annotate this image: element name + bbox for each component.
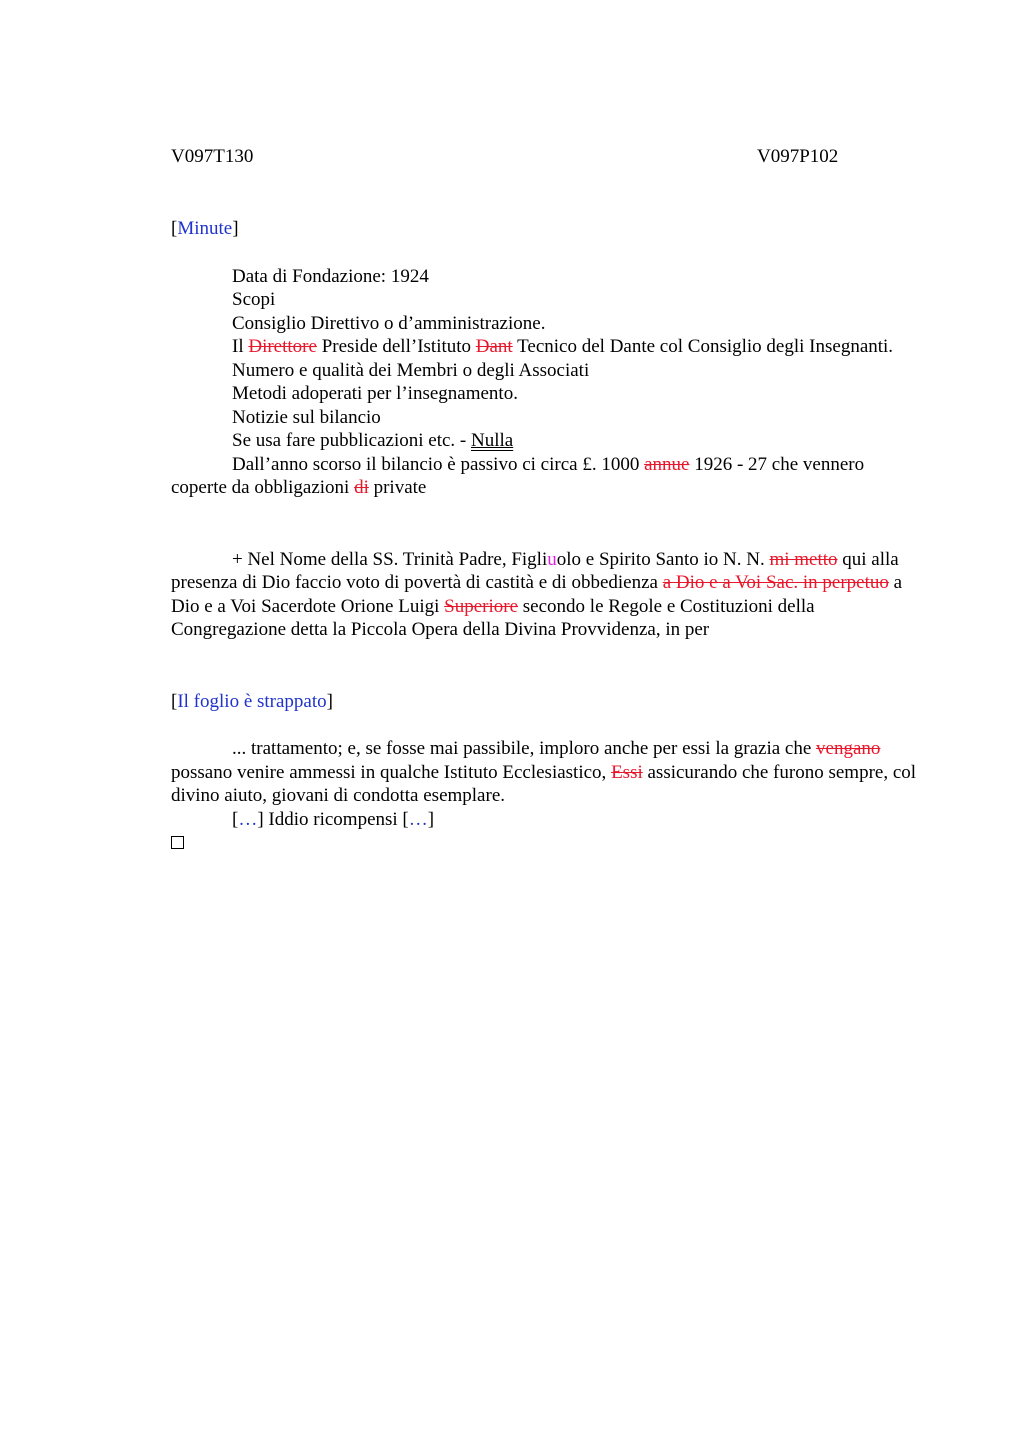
pubblicazioni-line: Se usa fare pubblicazioni etc. - Nulla — [232, 430, 514, 451]
vow-paragraph: + Nel Nome della SS. Trinità Padre, Figliuolo e Spirito Santo io N. N. mi metto qui alla presenza di Dio faccio voto di povertà di castità e di obbedienza a Dio e a Voi Sac. in perpetuo a Dio e a Voi Sacerdote Orione Luigi Superiore secondo le Regole e Costituzioni della Congregazione detta la Piccola Opera della Divina Provvidenza, in per — [171, 548, 903, 640]
deleted-vengano: vengano — [816, 738, 881, 759]
numero-line: Numero e qualità dei Membri o degli Associati — [232, 359, 590, 381]
ellipsis-mark: … — [408, 808, 428, 830]
right-code: V097P102 — [757, 146, 839, 167]
notizie-line: Notizie sul bilancio — [232, 406, 381, 428]
bilancio-paragraph: Dall’anno scorso il bilancio è passivo ci circa £. 1000 annue 1926 - 27 che vennero coperte da obbligazioni di private — [171, 453, 865, 498]
deleted-annue: annue — [644, 453, 690, 475]
founding-line: Data di Fondazione: 1924 — [232, 265, 429, 287]
deleted-mi-metto: mi metto — [769, 548, 838, 570]
consiglio-line: Consiglio Direttivo o d’amministrazione. — [232, 312, 546, 334]
section-label-minute: [Minute] — [171, 218, 239, 239]
deleted-dant: Dant — [475, 336, 513, 357]
preside-paragraph: Il Direttore Preside dell’Istituto Dant Tecnico del Dante col Consiglio degli Insegnanti. — [232, 336, 894, 357]
left-code: V097T130 — [171, 146, 254, 167]
nulla-text: Nulla — [470, 430, 514, 451]
trattamento-paragraph: ... trattamento; e, se fosse mai passibile, imploro anche per essi la grazia che vengano possano venire ammessi in qualche Istituto Ecclesiastico, Essi assicurando che furono sempre, col divino aiuto, giovani di condotta esemplare. — [171, 738, 917, 806]
ellipsis-mark: … — [238, 808, 258, 830]
document-header — [171, 145, 923, 171]
minute-label: Minute — [177, 218, 233, 239]
scopi-line: Scopi — [232, 289, 276, 310]
deleted-essi: Essi — [611, 761, 643, 783]
deleted-superiore: Superiore — [444, 595, 519, 617]
document-page — [171, 145, 923, 849]
metodi-line: Metodi adoperati per l’insegnamento. — [232, 383, 518, 404]
deleted-di: di — [354, 477, 369, 498]
inserted-u: u — [547, 548, 557, 570]
deleted-a-dio-sac: a Dio e a Voi Sac. in perpetuo — [662, 572, 889, 593]
torn-label: Il foglio è strappato — [177, 690, 327, 712]
section-label-torn: [Il foglio è strappato] — [171, 690, 333, 712]
checkbox-square-icon — [171, 836, 184, 849]
deleted-direttore: Direttore — [248, 336, 317, 357]
ricompensi-line: […] Iddio ricompensi […] — [232, 808, 435, 830]
